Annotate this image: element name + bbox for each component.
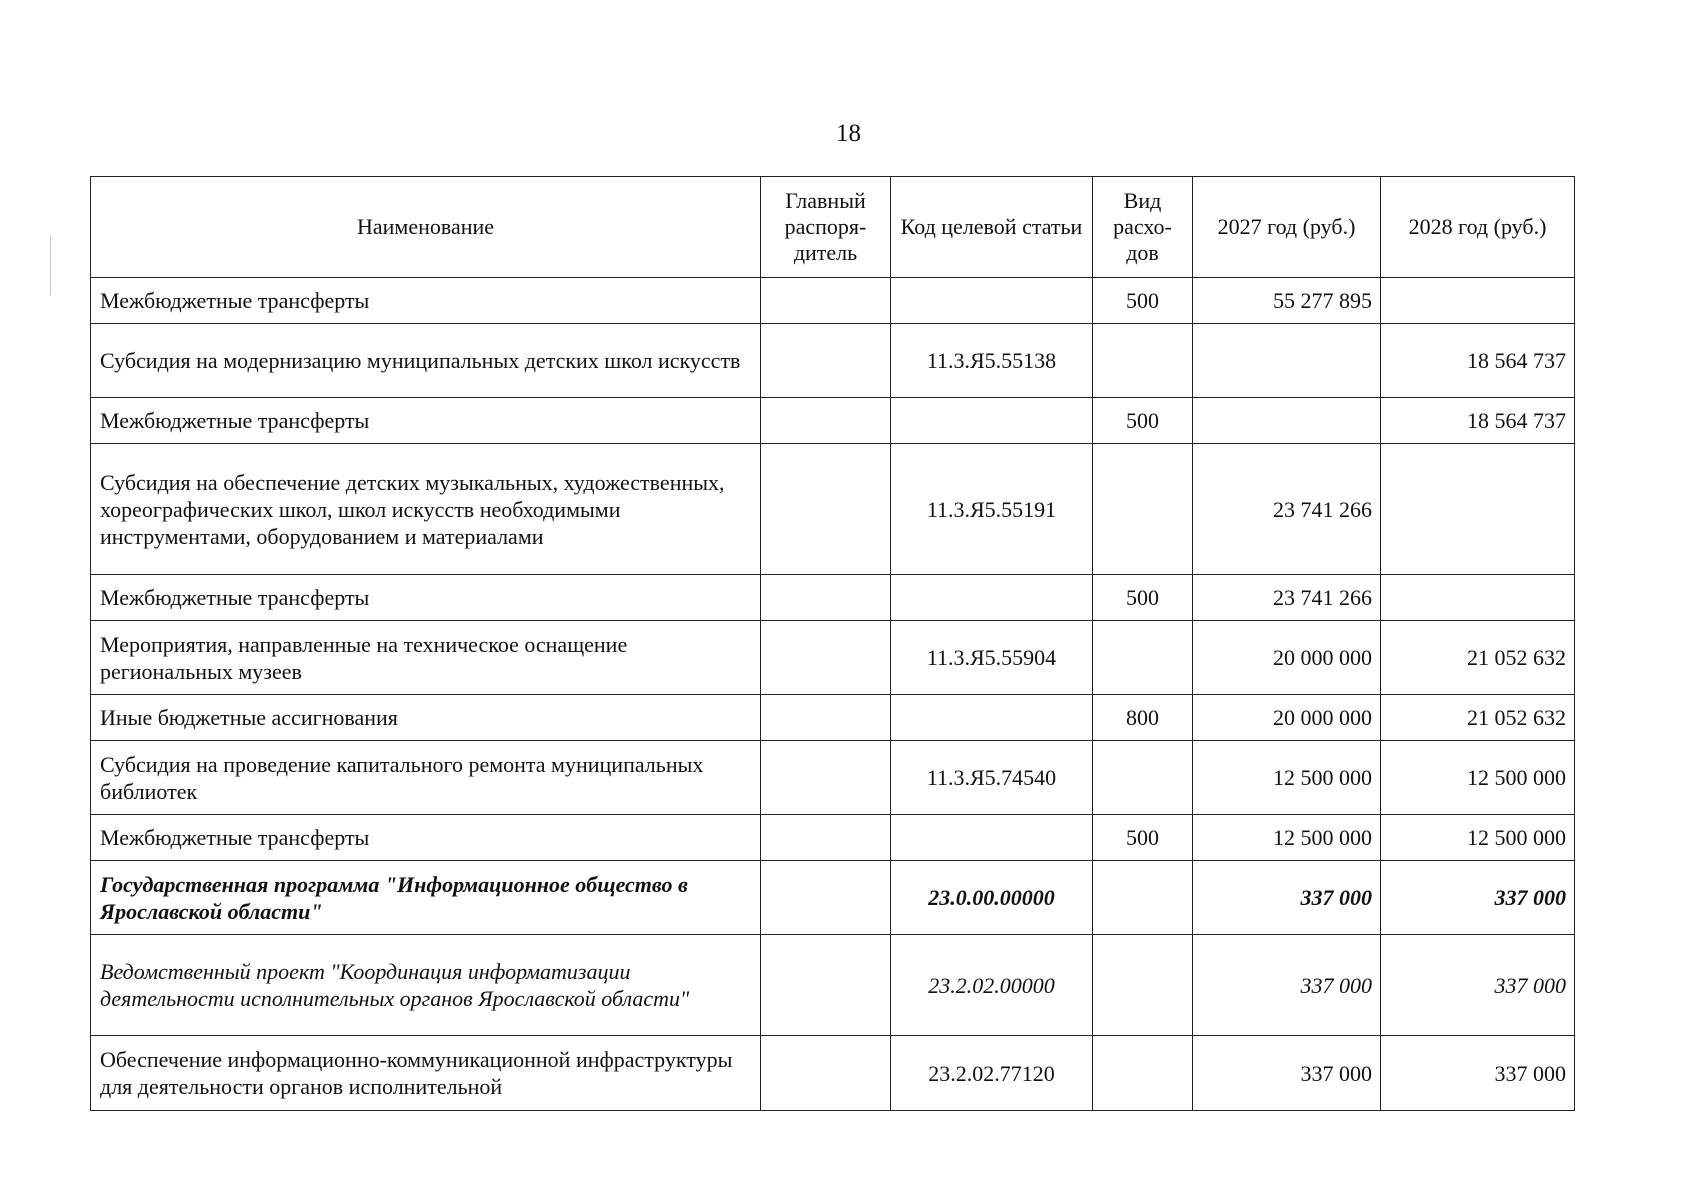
cell-administrator <box>761 741 891 815</box>
cell-year-2028: 337 000 <box>1381 861 1575 935</box>
table-row <box>91 621 1575 695</box>
cell-expense-type <box>1093 935 1193 1036</box>
table-row <box>91 575 1575 621</box>
cell-year-2028: 21 052 632 <box>1381 621 1575 695</box>
cell-expense-type <box>1093 444 1193 575</box>
header-year-2028: 2028 год (руб.) <box>1381 177 1575 278</box>
cell-year-2027: 23 741 266 <box>1193 444 1381 575</box>
cell-name: Обеспечение информационно-коммуникационной инфраструктуры для деятельности органов исполнительной <box>91 1036 761 1111</box>
cell-year-2028 <box>1381 278 1575 324</box>
cell-expense-type <box>1093 861 1193 935</box>
cell-year-2028: 337 000 <box>1381 1036 1575 1111</box>
cell-name: Межбюджетные трансферты <box>91 398 761 444</box>
cell-target-code: 23.2.02.77120 <box>891 1036 1093 1111</box>
cell-target-code <box>891 278 1093 324</box>
table-header-row <box>91 177 1575 278</box>
cell-target-code: 23.0.00.00000 <box>891 861 1093 935</box>
cell-year-2027: 337 000 <box>1193 861 1381 935</box>
cell-name: Субсидия на обеспечение детских музыкальных, художественных, хореографических школ, школ искусств необходимыми инструментами, оборудованием и материалами <box>91 444 761 575</box>
table-row <box>91 815 1575 861</box>
cell-name: Государственная программа "Информационное общество в Ярославской области" <box>91 861 761 935</box>
table-row <box>91 398 1575 444</box>
cell-year-2027 <box>1193 324 1381 398</box>
cell-year-2027: 12 500 000 <box>1193 815 1381 861</box>
cell-administrator <box>761 621 891 695</box>
cell-expense-type <box>1093 1036 1193 1111</box>
cell-year-2028: 18 564 737 <box>1381 398 1575 444</box>
cell-expense-type: 500 <box>1093 575 1193 621</box>
header-year-2027: 2027 год (руб.) <box>1193 177 1381 278</box>
cell-target-code: 11.3.Я5.74540 <box>891 741 1093 815</box>
cell-expense-type: 800 <box>1093 695 1193 741</box>
cell-administrator <box>761 815 891 861</box>
table-row <box>91 324 1575 398</box>
header-administrator: Главный распоря-дитель <box>761 177 891 278</box>
header-target-code: Код целевой статьи <box>891 177 1093 278</box>
cell-name: Иные бюджетные ассигнования <box>91 695 761 741</box>
cell-administrator <box>761 935 891 1036</box>
cell-year-2027: 337 000 <box>1193 935 1381 1036</box>
table-body <box>91 278 1575 1111</box>
cell-name: Межбюджетные трансферты <box>91 815 761 861</box>
table-row <box>91 444 1575 575</box>
header-name: Наименование <box>91 177 761 278</box>
cell-name: Межбюджетные трансферты <box>91 278 761 324</box>
cell-target-code: 11.3.Я5.55138 <box>891 324 1093 398</box>
cell-year-2028 <box>1381 575 1575 621</box>
page-number: 18 <box>836 120 861 147</box>
cell-year-2027: 337 000 <box>1193 1036 1381 1111</box>
table-row <box>91 1036 1575 1111</box>
cell-target-code <box>891 695 1093 741</box>
cell-expense-type <box>1093 621 1193 695</box>
cell-administrator <box>761 575 891 621</box>
table-row <box>91 278 1575 324</box>
cell-name: Мероприятия, направленные на техническое оснащение региональных музеев <box>91 621 761 695</box>
cell-year-2027 <box>1193 398 1381 444</box>
cell-expense-type <box>1093 324 1193 398</box>
cell-target-code <box>891 815 1093 861</box>
budget-table <box>90 176 1575 1111</box>
cell-target-code <box>891 398 1093 444</box>
cell-administrator <box>761 278 891 324</box>
cell-administrator <box>761 861 891 935</box>
cell-administrator <box>761 398 891 444</box>
cell-target-code: 11.3.Я5.55191 <box>891 444 1093 575</box>
cell-year-2028: 21 052 632 <box>1381 695 1575 741</box>
table-row <box>91 861 1575 935</box>
table-row <box>91 695 1575 741</box>
cell-expense-type: 500 <box>1093 398 1193 444</box>
cell-name: Межбюджетные трансферты <box>91 575 761 621</box>
cell-administrator <box>761 444 891 575</box>
cell-administrator <box>761 1036 891 1111</box>
cell-year-2027: 20 000 000 <box>1193 695 1381 741</box>
cell-target-code: 11.3.Я5.55904 <box>891 621 1093 695</box>
cell-year-2027: 20 000 000 <box>1193 621 1381 695</box>
cell-name: Ведомственный проект "Координация информатизации деятельности исполнительных органов Ярославской области" <box>91 935 761 1036</box>
cell-name: Субсидия на модернизацию муниципальных детских школ искусств <box>91 324 761 398</box>
cell-expense-type: 500 <box>1093 278 1193 324</box>
cell-year-2028: 12 500 000 <box>1381 815 1575 861</box>
cell-administrator <box>761 324 891 398</box>
cell-year-2028: 18 564 737 <box>1381 324 1575 398</box>
cell-target-code <box>891 575 1093 621</box>
cell-year-2027: 23 741 266 <box>1193 575 1381 621</box>
cell-year-2028: 337 000 <box>1381 935 1575 1036</box>
cell-year-2028 <box>1381 444 1575 575</box>
cell-year-2027: 55 277 895 <box>1193 278 1381 324</box>
cell-name: Субсидия на проведение капитального ремонта муниципальных библиотек <box>91 741 761 815</box>
cell-expense-type <box>1093 741 1193 815</box>
table-row <box>91 741 1575 815</box>
scan-artifact-mark <box>50 235 51 295</box>
cell-year-2028: 12 500 000 <box>1381 741 1575 815</box>
header-expense-type: Вид расхо-дов <box>1093 177 1193 278</box>
cell-target-code: 23.2.02.00000 <box>891 935 1093 1036</box>
cell-administrator <box>761 695 891 741</box>
cell-year-2027: 12 500 000 <box>1193 741 1381 815</box>
cell-expense-type: 500 <box>1093 815 1193 861</box>
table-row <box>91 935 1575 1036</box>
